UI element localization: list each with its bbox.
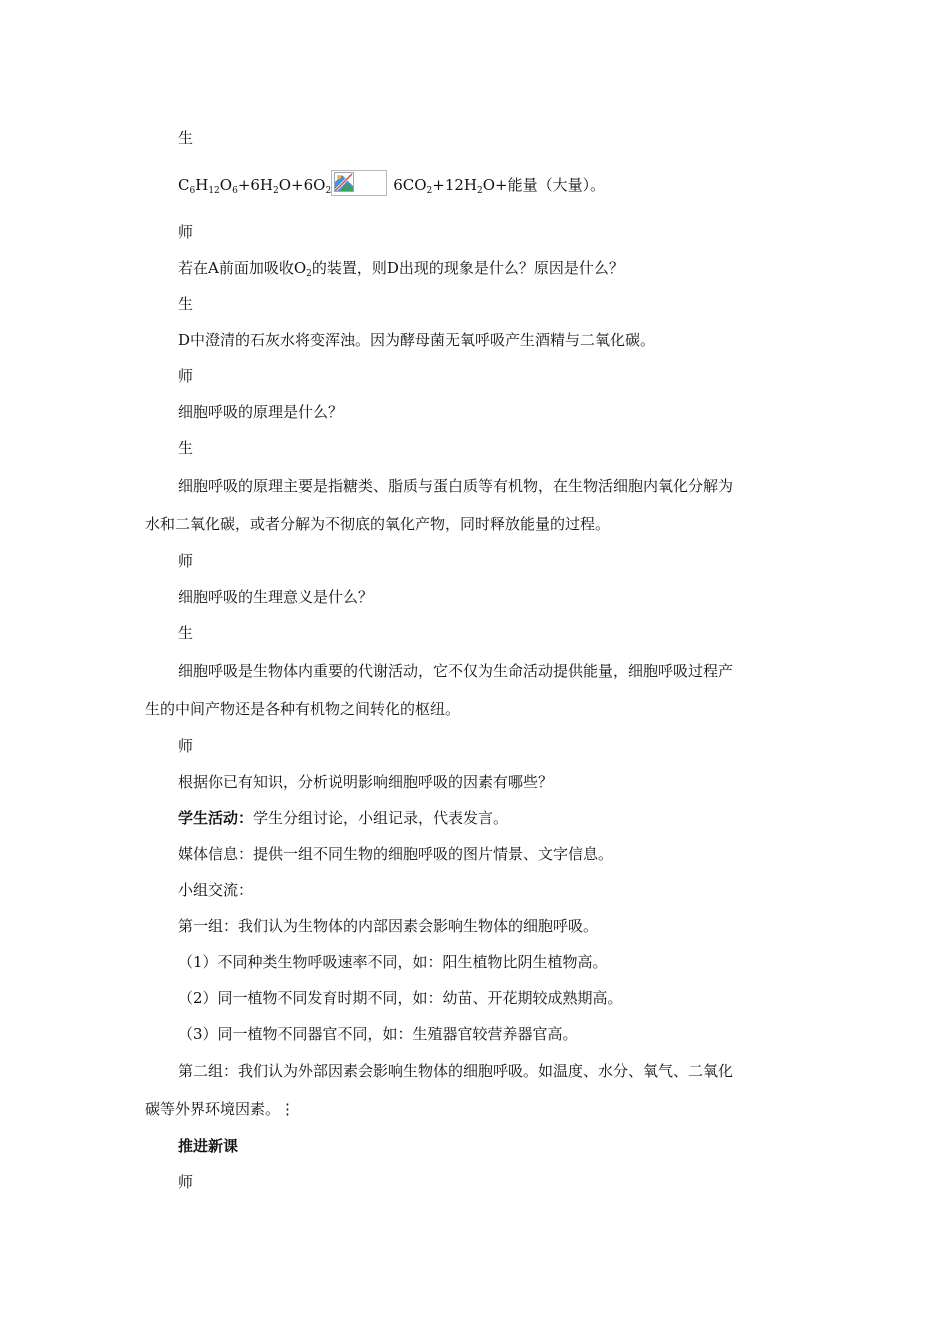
group-two-paragraph-continued: 碳等外界环境因素。⋮: [145, 1100, 296, 1118]
group-two-paragraph: 第二组：我们认为外部因素会影响生物体的细胞呼吸。如温度、水分、氧气、二氧化: [178, 1062, 734, 1080]
question-paragraph: 细胞呼吸的生理意义是什么？: [178, 588, 374, 606]
answer-paragraph: 细胞呼吸的原理主要是指糖类、脂质与蛋白质等有机物，在生物活细胞内氧化分解为: [178, 477, 734, 495]
answer-paragraph: D中澄清的石灰水将变浑浊。因为酵母菌无氧呼吸产生酒精与二氧化碳。: [178, 331, 656, 349]
speaker-student: 生: [178, 624, 194, 642]
speaker-teacher: 师: [178, 737, 194, 755]
student-activity-label: 学生活动：: [178, 809, 254, 827]
answer-paragraph: 细胞呼吸是生物体内重要的代谢活动，它不仅为生命活动提供能量，细胞呼吸过程产: [178, 662, 734, 680]
speaker-student: 生: [178, 295, 194, 313]
list-item: （3）同一植物不同器官不同，如：生殖器官较营养器官高。: [178, 1025, 578, 1043]
speaker-student: 生: [178, 439, 194, 457]
speaker-teacher: 师: [178, 552, 194, 570]
speaker-teacher: 师: [178, 223, 194, 241]
question-paragraph: 若在A前面加吸收$O_2$的装置，则D出现的现象是什么？原因是什么？: [178, 259, 624, 279]
speaker-student: 生: [178, 129, 194, 147]
section-heading: 推进新课: [178, 1137, 239, 1155]
media-info-paragraph: 媒体信息：提供一组不同生物的细胞呼吸的图片情景、文字信息。: [178, 845, 614, 863]
list-item: （2）同一植物不同发育时期不同，如：幼苗、开花期较成熟期高。: [178, 989, 623, 1007]
question-paragraph: 根据你已有知识，分析说明影响细胞呼吸的因素有哪些？: [178, 773, 554, 791]
speaker-teacher: 师: [178, 367, 194, 385]
answer-paragraph-continued: 水和二氧化碳，或者分解为不彻底的氧化产物，同时释放能量的过程。: [145, 515, 611, 533]
list-item: （1）不同种类生物呼吸速率不同，如：阳生植物比阴生植物高。: [178, 953, 608, 971]
answer-paragraph-continued: 生的中间产物还是各种有机物之间转化的枢纽。: [145, 700, 461, 718]
broken-image-icon: [331, 170, 387, 196]
group-one-paragraph: 第一组：我们认为生物体的内部因素会影响生物体的细胞呼吸。: [178, 917, 599, 935]
group-exchange-heading: 小组交流：: [178, 881, 254, 899]
speaker-teacher: 师: [178, 1173, 194, 1191]
respiration-equation: $C_6H_{12}O_6+6H_2O+6O_2$ $6CO_2+12H_2O+$能量（大量）。: [178, 170, 605, 196]
question-paragraph: 细胞呼吸的原理是什么？: [178, 403, 344, 421]
student-activity-paragraph: 学生活动：学生分组讨论，小组记录，代表发言。: [178, 809, 509, 827]
